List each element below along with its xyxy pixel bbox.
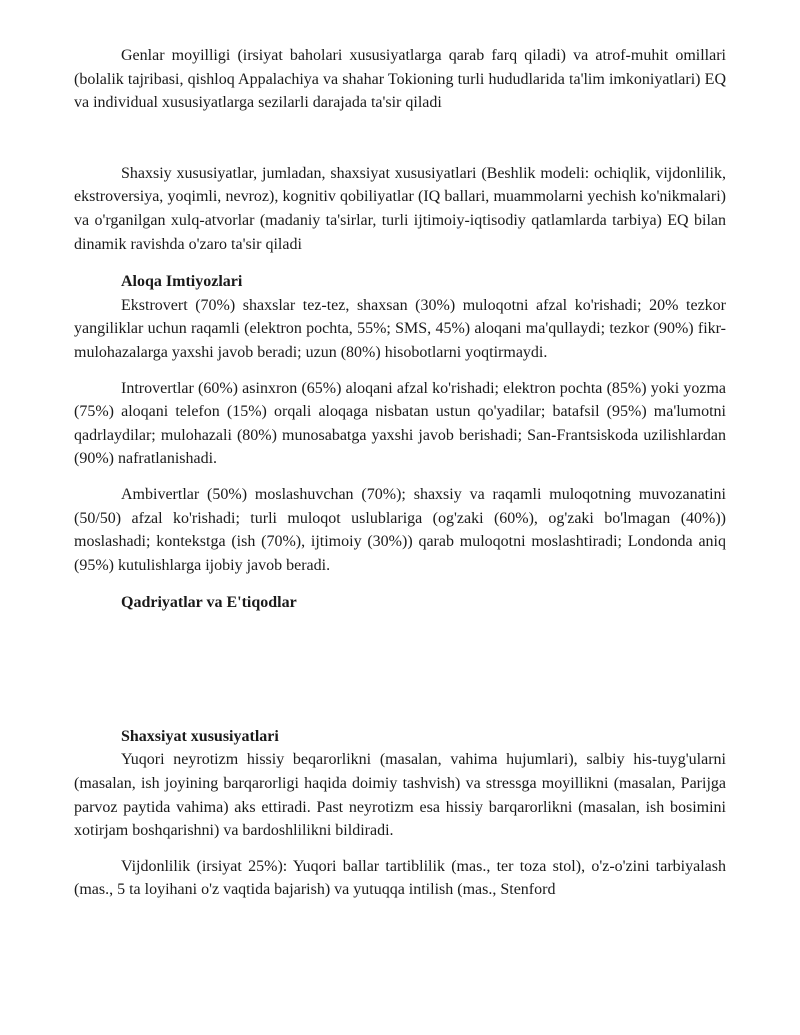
paragraph-neuroticism: Yuqori neyrotizm hissiy beqarorlikni (masalan, vahima hujumlari), salbiy his-tuyg'ularni (masalan, ish joyining barqarorligi haqida doimiy tashvish) va stressga moyillikni (masalan, Parijga parvoz paytida vahima) aks ettiradi. Past neyrotizm esa hissiy barqarorlikni (masalan, ish bosimini xotirjam boshqarishni) va bardoshlilikni bildiradi.	[74, 751, 726, 840]
paragraph-personal-traits: Shaxsiy xususiyatlar, jumladan, shaxsiyat xususiyatlari (Beshlik modeli: ochiqlik, vijdonlilik, ekstroversiya, yoqimli, nevroz), kognitiv qobiliyatlar (IQ ballari, muammolarni yechish ko'nikmalari) va o'rganilgan xulq-atvorlar (madaniy ta'sirlar, turli ijtimoiy-iqtisodiy qatlamlarda tarbiya) EQ bilan dinamik ravishda o'zaro ta'sir qiladi	[74, 164, 726, 253]
paragraph-conscientiousness: Vijdonlilik (irsiyat 25%): Yuqori ballar tartiblilik (mas., ter toza stol), o'z-o'zini tarbiyalash (mas., 5 ta loyihani o'z vaqtida bajarish) va yutuqqa intilish (mas., Stenford	[74, 857, 726, 899]
paragraph-ambiverts: Ambivertlar (50%) moslashuvchan (70%); shaxsiy va raqamli muloqotning muvozanatini (50/50) afzal ko'rishadi; turli muloqot uslublariga (og'zaki (60%), og'zaki bo'lmagan (40%)) moslashadi; kontekstga (ish (70%), ijtimoiy (30%)) qarab muloqotni moslashtiradi; Londonda aniq (95%) kutulishlarga ijobiy javob beradi.	[74, 485, 726, 574]
paragraph-introverts: Introvertlar (60%) asinxron (65%) aloqani afzal ko'rishadi; elektron pochta (85%) yoki yozma (75%) aloqani telefon (15%) orqali aloqaga nisbatan ustun qo'yadilar; batafsil (95%) ma'lumotni qadrlaydilar; mulohazali (80%) munosabatga yaxshi javob berishadi; San-Frantsiskoda uzilishlardan (90%) nafratlanishadi.	[74, 379, 726, 468]
heading-communication-preferences: Aloqa Imtiyozlari	[121, 273, 243, 291]
paragraph-genetics: Genlar moyilligi (irsiyat baholari xususiyatlarga qarab farq qiladi) va atrof-muhit omillari (bolalik tajribasi, qishloq Appalachiya va shahar Tokioning turli hududlarida ta'lim imkoniyatlari) EQ va individual xususiyatlarga sezilarli darajada ta'sir qiladi	[74, 47, 726, 112]
heading-personality-traits: Shaxsiyat xususiyatlari	[121, 727, 279, 745]
paragraph-extroverts: Ekstrovert (70%) shaxslar tez-tez, shaxsan (30%) muloqotni afzal ko'rishadi; 20% tezkor yangiliklar uchun raqamli (elektron pochta, 55%; SMS, 45%) aloqani ma'qullaydi; tezkor (90%) fikr-mulohazalarga yaxshi javob beradi; uzun (80%) hisobotlarni yoqtirmaydi.	[74, 296, 726, 361]
heading-values-beliefs: Qadriyatlar va E'tiqodlar	[121, 594, 297, 612]
document-page	[74, 44, 726, 902]
